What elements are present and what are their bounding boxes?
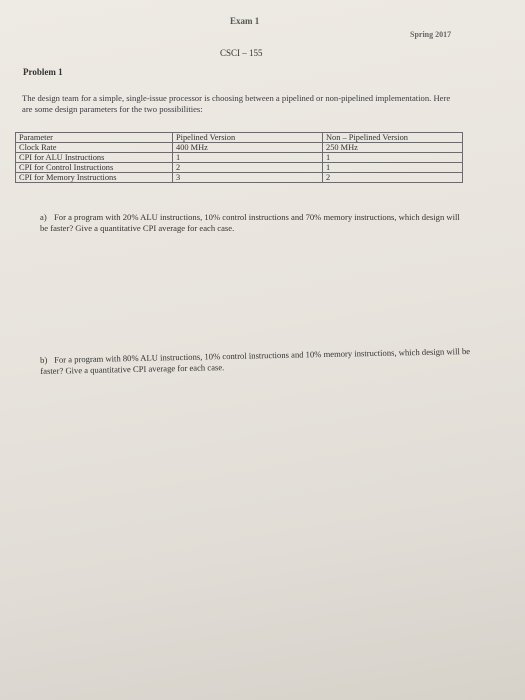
question-text: For a program with 20% ALU instructions, 10% control instructions and 70% memory instructions, which design will be faster? Give a quantitative CPI average for each case. xyxy=(40,212,460,233)
table-header-cell: Parameter xyxy=(16,133,173,143)
question-b xyxy=(40,346,480,377)
table-cell: 1 xyxy=(323,163,463,173)
table-cell: 3 xyxy=(173,173,323,183)
problem-title: Problem 1 xyxy=(23,67,63,77)
table-row xyxy=(16,153,463,163)
course-code: CSCI – 155 xyxy=(220,48,263,58)
table-cell: 250 MHz xyxy=(323,143,463,153)
exam-title: Exam 1 xyxy=(230,16,260,26)
table-cell: 400 MHz xyxy=(173,143,323,153)
problem-intro: The design team for a simple, single-issue processor is choosing between a pipelined or non-pipelined implementation. Here are some design parameters for the two possibilities: xyxy=(22,93,451,114)
table-row xyxy=(16,143,463,153)
table-cell: Clock Rate xyxy=(16,143,173,153)
table-header-cell: Pipelined Version xyxy=(173,133,323,143)
table-header-cell: Non – Pipelined Version xyxy=(323,133,463,143)
question-a xyxy=(40,212,470,234)
table-cell: 1 xyxy=(173,153,323,163)
table-cell: 2 xyxy=(173,163,323,173)
table-cell: 2 xyxy=(323,173,463,183)
question-letter: b) xyxy=(40,354,48,365)
table-cell: CPI for Control Instructions xyxy=(16,163,173,173)
question-text: For a program with 80% ALU instructions, 10% control instructions and 10% memory instructions, which design will be faster? Give a quantitative CPI average for each case. xyxy=(40,345,471,376)
exam-term: Spring 2017 xyxy=(410,30,452,39)
table-cell: 1 xyxy=(323,153,463,163)
table-cell: CPI for Memory Instructions xyxy=(16,173,173,183)
table-row xyxy=(16,173,463,183)
table-row xyxy=(16,163,463,173)
question-letter: a) xyxy=(40,212,47,222)
table-cell: CPI for ALU Instructions xyxy=(16,153,173,163)
design-parameters-table xyxy=(15,132,463,183)
table-header-row xyxy=(16,133,463,143)
